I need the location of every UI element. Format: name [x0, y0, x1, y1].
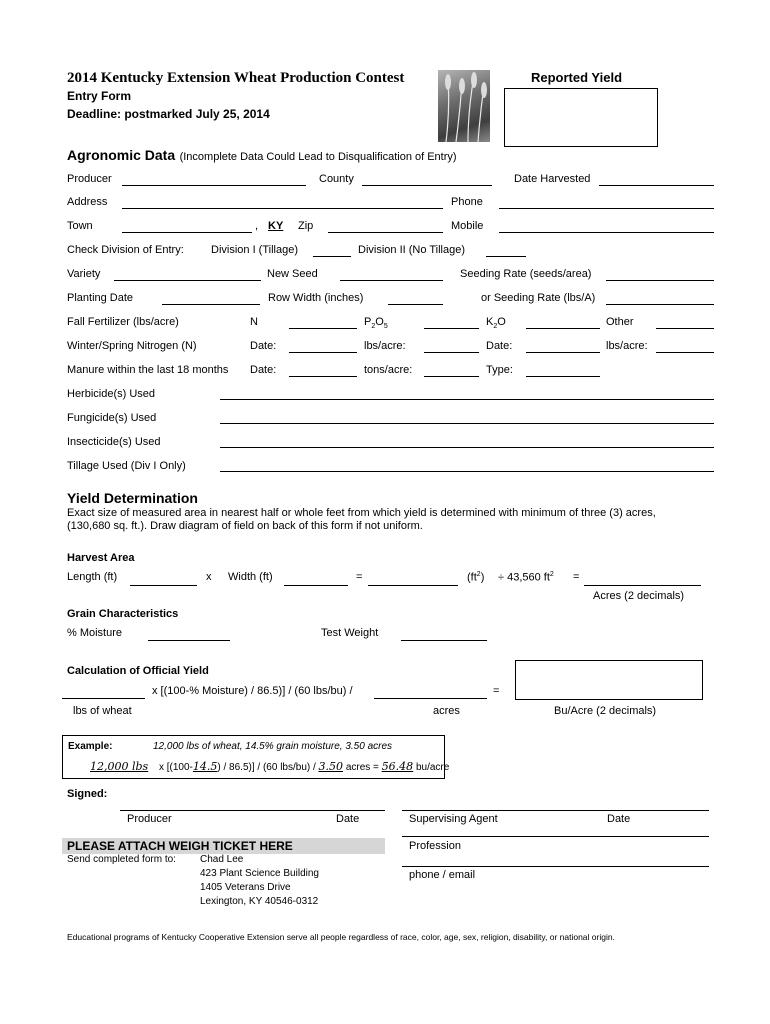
zip-field[interactable]	[328, 232, 443, 233]
town-comma: ,	[255, 220, 259, 232]
manure-tons-label: tons/acre:	[364, 364, 413, 376]
moisture-label: % Moisture	[67, 627, 123, 639]
division2-field[interactable]	[486, 256, 526, 257]
tillage-label: Tillage Used (Div I Only)	[67, 460, 186, 472]
manure-label: Manure within the last 18 months	[67, 364, 229, 376]
winter-date2-label: Date:	[486, 340, 513, 352]
official-yield-box[interactable]	[515, 660, 703, 700]
fungicide-field[interactable]	[220, 423, 714, 424]
date-harvested-label: Date Harvested	[514, 173, 591, 185]
p-symbol: P	[364, 316, 372, 328]
row-width-field[interactable]	[388, 304, 443, 305]
ft2-text: (ft	[467, 571, 477, 584]
footer-text: Educational programs of Kentucky Cooperative Extension serve all people regardless of race, color, age, sex, religion, disability, or national origin.	[67, 932, 615, 942]
zip-label: Zip	[298, 220, 314, 232]
calc-acres-field[interactable]	[374, 698, 487, 699]
producer-signature-field[interactable]	[120, 810, 385, 811]
check-division-label: Check Division of Entry:	[67, 244, 184, 256]
width-field[interactable]	[284, 585, 348, 586]
or-seeding-rate-field[interactable]	[606, 304, 714, 305]
phone-field[interactable]	[499, 208, 714, 209]
address-line1: Chad Lee	[200, 854, 244, 865]
example-lbs: 12,000 lbs	[90, 760, 149, 773]
planting-date-field[interactable]	[162, 304, 260, 305]
sig-date-label: Date	[336, 813, 360, 825]
lbs-wheat-field[interactable]	[62, 698, 145, 699]
division1-field[interactable]	[313, 256, 351, 257]
insecticide-field[interactable]	[220, 447, 714, 448]
agronomic-heading	[67, 147, 457, 165]
county-label: County	[319, 173, 354, 185]
k-symbol: K	[486, 316, 494, 328]
wheat-icon	[438, 70, 490, 142]
test-weight-label: Test Weight	[321, 627, 379, 639]
herbicide-field[interactable]	[220, 399, 714, 400]
planting-date-label: Planting Date	[67, 292, 134, 304]
fall-fertilizer-label: Fall Fertilizer (lbs/acre)	[67, 316, 179, 328]
area-ft2-field[interactable]	[368, 585, 458, 586]
herbicide-label: Herbicide(s) Used	[67, 388, 156, 400]
variety-label: Variety	[67, 268, 101, 280]
acres-label: acres	[433, 705, 460, 717]
ft2-close: )	[480, 571, 485, 584]
manure-type-label: Type:	[486, 364, 513, 376]
town-label: Town	[67, 220, 93, 232]
agronomic-title: Agronomic Data	[67, 147, 176, 163]
reported-yield-box[interactable]	[504, 88, 658, 147]
mobile-field[interactable]	[499, 232, 714, 233]
divide-label	[498, 571, 554, 584]
profession-field[interactable]	[402, 866, 709, 867]
tillage-field[interactable]	[220, 471, 714, 472]
division1-label: Division I (Tillage)	[211, 244, 299, 256]
variety-field[interactable]	[114, 280, 261, 281]
example-moisture: 14.5	[192, 760, 218, 773]
example-label: Example:	[68, 741, 113, 752]
harvest-area-label: Harvest Area	[67, 552, 135, 564]
equals-3: =	[493, 685, 500, 697]
manure-tons-field[interactable]	[424, 376, 479, 377]
sig-agent-label: Supervising Agent	[409, 813, 498, 825]
insecticide-label: Insecticide(s) Used	[67, 436, 161, 448]
winter-lbs-label: lbs/acre:	[364, 340, 406, 352]
new-seed-label: New Seed	[267, 268, 318, 280]
fungicide-label: Fungicide(s) Used	[67, 412, 157, 424]
example-f3: acres =	[343, 762, 382, 773]
address-label: Address	[67, 196, 108, 208]
address-line2: 423 Plant Science Building	[200, 868, 319, 879]
yield-formula: x [(100-% Moisture) / 86.5)] / (60 lbs/bu) /	[152, 685, 353, 697]
phosphorus-label	[364, 316, 388, 330]
example-result: 56.48	[381, 760, 414, 773]
winter-lbs-field[interactable]	[424, 352, 479, 353]
town-field[interactable]	[122, 232, 252, 233]
acres-field[interactable]	[584, 585, 701, 586]
lbs-wheat-label: lbs of wheat	[73, 705, 132, 717]
example-f1: x [(100-	[158, 762, 193, 773]
ft2-label	[467, 571, 484, 584]
profession-line-top	[402, 836, 709, 837]
signed-label: Signed:	[67, 788, 108, 800]
divide-text: ÷ 43,560 ft	[498, 571, 550, 584]
equals-2: =	[573, 571, 580, 583]
county-field[interactable]	[362, 185, 492, 186]
p-subscript: 2	[371, 323, 376, 331]
deadline: Deadline: postmarked July 25, 2014	[67, 107, 270, 121]
yield-desc1: Exact size of measured area in nearest half or whole feet from which yield is determined with minimum of three (3) acres,	[67, 507, 656, 519]
bu-acre-label: Bu/Acre (2 decimals)	[554, 705, 657, 717]
producer-field[interactable]	[122, 185, 306, 186]
winter-date2-field[interactable]	[526, 352, 600, 353]
wheat-photo	[438, 70, 490, 142]
phone-label: Phone	[451, 196, 483, 208]
length-label: Length (ft)	[67, 571, 118, 583]
acres-2dec-label: Acres (2 decimals)	[593, 590, 685, 602]
winter-lbs2-label: lbs/acre:	[606, 340, 648, 352]
equals-1: =	[356, 571, 363, 583]
potassium-field[interactable]	[526, 328, 600, 329]
example-text: 12,000 lbs of wheat, 14.5% grain moisture, 3.50 acres	[153, 741, 393, 752]
potassium-label	[486, 316, 506, 330]
reported-yield-label: Reported Yield	[531, 70, 623, 85]
producer-label: Producer	[67, 173, 112, 185]
k-subscript: 2	[493, 323, 498, 331]
other-label: Other	[606, 316, 634, 328]
example-acres: 3.50	[318, 760, 344, 773]
new-seed-field[interactable]	[340, 280, 443, 281]
sig-producer-label: Producer	[127, 813, 172, 825]
example-f2: ) / 86.5)] / (60 lbs/bu) /	[217, 762, 319, 773]
calc-heading: Calculation of Official Yield	[67, 665, 209, 677]
phone-email-label: phone / email	[409, 869, 476, 881]
winter-lbs2-field[interactable]	[656, 352, 714, 353]
times-symbol: x	[206, 571, 212, 583]
or-seeding-rate-label: or Seeding Rate (lbs/A)	[481, 292, 596, 304]
date-harvested-field[interactable]	[599, 185, 714, 186]
divide-sup: 2	[549, 571, 554, 578]
agent-signature-field[interactable]	[402, 810, 709, 811]
form-subtitle: Entry Form	[67, 89, 132, 103]
address-line3: 1405 Veterans Drive	[200, 882, 291, 893]
winter-nitrogen-label: Winter/Spring Nitrogen (N)	[67, 340, 197, 352]
seeding-rate-label: Seeding Rate (seeds/area)	[460, 268, 592, 280]
ft2-sup: 2	[476, 571, 481, 578]
length-field[interactable]	[130, 585, 197, 586]
profession-label: Profession	[409, 840, 461, 852]
o-subscript: 5	[383, 323, 388, 331]
mobile-label: Mobile	[451, 220, 484, 232]
page-title: 2014 Kentucky Extension Wheat Production Contest	[67, 70, 405, 86]
winter-date-label: Date:	[250, 340, 277, 352]
state-ky: KY	[268, 220, 284, 232]
seeding-rate-field[interactable]	[606, 280, 714, 281]
address-field[interactable]	[122, 208, 443, 209]
manure-type-field[interactable]	[526, 376, 600, 377]
o-symbol: O	[375, 316, 384, 328]
address-line4: Lexington, KY 40546-0312	[200, 896, 319, 907]
sig-date2-label: Date	[607, 813, 631, 825]
example-formula	[90, 760, 449, 773]
attach-label: PLEASE ATTACH WEIGH TICKET HERE	[67, 839, 293, 853]
other-field[interactable]	[656, 328, 714, 329]
moisture-field[interactable]	[148, 640, 230, 641]
phosphorus-field[interactable]	[424, 328, 479, 329]
send-label: Send completed form to:	[67, 854, 176, 865]
yield-heading: Yield Determination	[67, 490, 198, 506]
width-label: Width (ft)	[228, 571, 273, 583]
agronomic-note: (Incomplete Data Could Lead to Disqualification of Entry)	[179, 151, 457, 163]
example-f4: bu/acre	[413, 762, 450, 773]
nitrogen-label: N	[250, 316, 258, 328]
yield-desc2: (130,680 sq. ft.). Draw diagram of field on back of this form if not uniform.	[67, 520, 423, 532]
test-weight-field[interactable]	[401, 640, 487, 641]
manure-date-field[interactable]	[289, 376, 357, 377]
row-width-label: Row Width (inches)	[268, 292, 364, 304]
winter-date-field[interactable]	[289, 352, 357, 353]
manure-date-label: Date:	[250, 364, 277, 376]
nitrogen-field[interactable]	[289, 328, 357, 329]
grain-char-label: Grain Characteristics	[67, 608, 179, 620]
k-o-symbol: O	[497, 316, 506, 328]
division2-label: Division II (No Tillage)	[358, 244, 465, 256]
